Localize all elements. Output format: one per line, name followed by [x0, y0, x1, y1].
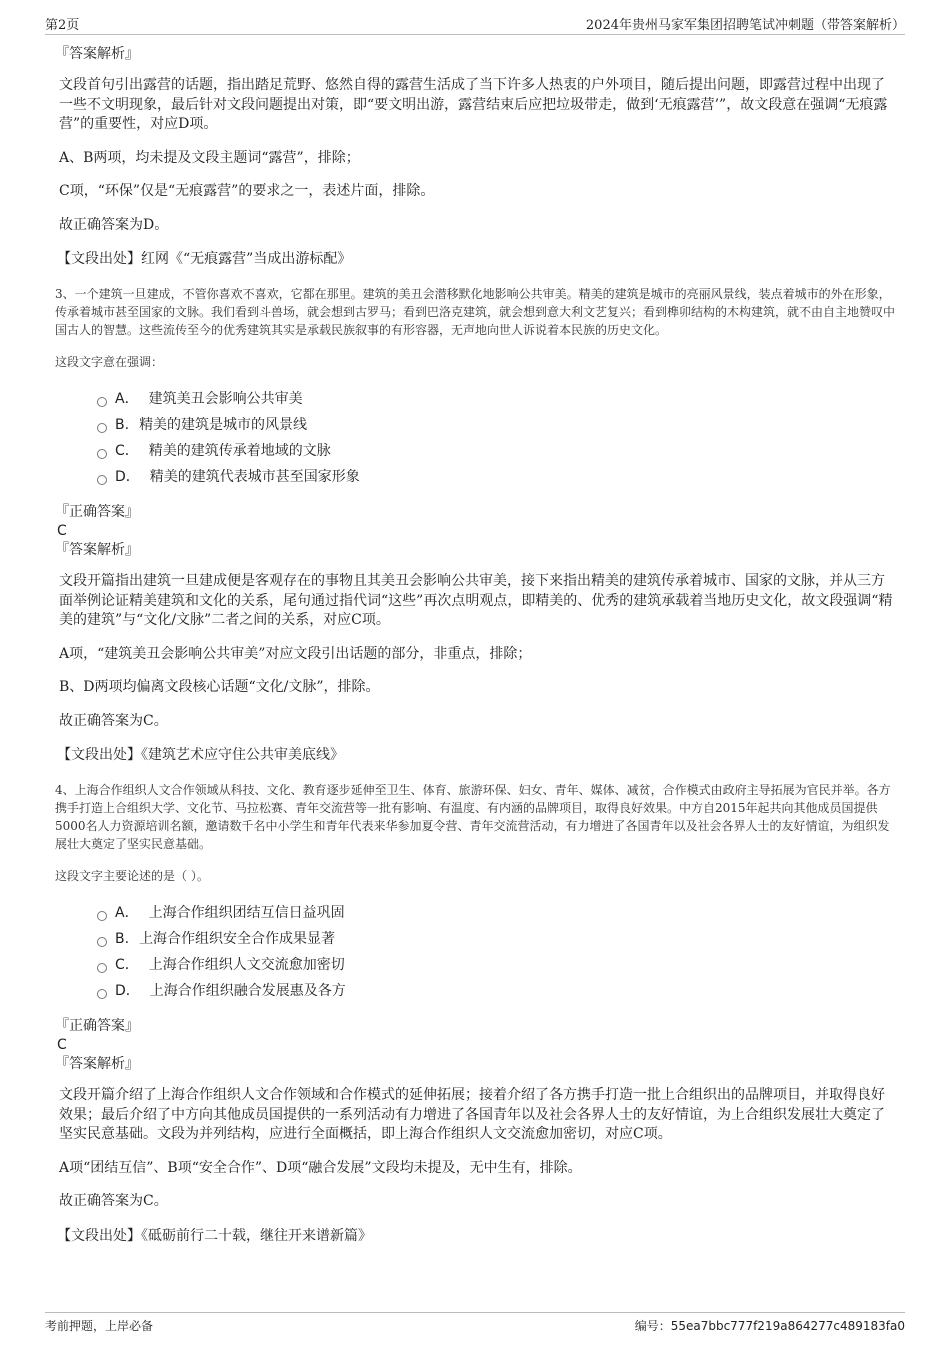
radio-icon[interactable]: [97, 937, 107, 947]
page-number: 第2页: [45, 18, 80, 33]
analysis-paragraph: A项，“建筑美丑会影响公共审美”对应文段引出话题的部分，非重点，排除；: [59, 645, 532, 662]
page-footer: [45, 1312, 905, 1335]
correct-answer: C: [57, 1037, 67, 1053]
option-a[interactable]: A． 上海合作组织团结互信日益巩固: [97, 900, 895, 926]
analysis-paragraph: 文段开篇介绍了上海合作组织人文合作领域和合作模式的延伸拓展；接着介绍了各方携手打造一批上合组织出的品牌项目，并取得良好效果；最后介绍了中方向其他成员国提供的一系列活动有力增进了各国青年以及社会各界人士的友好情谊，为上合组织发展壮大奠定了坚实民意基础。文段为并列结构，应进行全面概括，即上海合作组织人文交流愈加密切，对应C项。: [59, 1087, 885, 1142]
analysis-paragraph: 文段首句引出露营的话题，指出踏足荒野、悠然自得的露营生活成了当下许多人热衷的户外项目，随后提出问题，即露营过程中出现了一些不文明现象，最后针对文段问题提出对策，即“要文明出游，露营结束后应把垃圾带走，做到‘无痕露营’”，故文段意在强调“无痕露营”的重要性，对应D项。: [59, 77, 888, 132]
radio-icon[interactable]: [97, 423, 107, 433]
question-3-options: [97, 386, 895, 490]
document-title: 2024年贵州马家军集团招聘笔试冲刺题（带答案解析）: [585, 18, 905, 33]
question-4-prompt: 这段文字主要论述的是（ ）。: [55, 869, 209, 883]
analysis-paragraph: 故正确答案为C。: [59, 712, 168, 729]
option-b[interactable]: B. 上海合作组织安全合作成果显著: [97, 926, 895, 952]
radio-icon[interactable]: [97, 989, 107, 999]
analysis-paragraph: B、D两项均偏离文段核心话题“文化/文脉”，排除。: [59, 679, 380, 695]
document-id: 编号：55ea7bbc777f219a864277c489183fa0: [634, 1319, 905, 1333]
radio-icon[interactable]: [97, 963, 107, 973]
analysis-paragraph: 文段开篇指出建筑一旦建成便是客观存在的事物且其美丑会影响公共审美，接下来指出精美的建筑传承着城市、国家的文脉，并从三方面举例论证精美建筑和文化的关系，尾句通过指代词“这些”再次点明观点，即精美的、优秀的建筑承载着当地历史文化，故文段强调“精美的建筑”与“文化/文脉”二者之间的关系，对应C项。: [59, 573, 893, 628]
correct-answer-label: 『正确答案』: [55, 504, 139, 520]
analysis-label: 『答案解析』: [55, 542, 139, 558]
analysis-paragraph: 故正确答案为C。: [59, 1193, 168, 1209]
radio-icon[interactable]: [97, 911, 107, 921]
radio-icon[interactable]: [97, 449, 107, 459]
option-a[interactable]: A． 建筑美丑会影响公共审美: [97, 386, 895, 412]
analysis-paragraph: 故正确答案为D。: [59, 216, 169, 233]
option-c[interactable]: C． 上海合作组织人文交流愈加密切: [97, 952, 895, 978]
analysis-label: 『答案解析』: [55, 46, 139, 62]
footer-slogan: 考前押题，上岸必备: [45, 1319, 154, 1333]
question-3-text: 3、一个建筑一旦建成，不管你喜欢不喜欢，它都在那里。建筑的美丑会潜移默化地影响公共审美。精美的建筑是城市的亮丽风景线，装点着城市的外在形象，传承着城市甚至国家的文脉。我们看到斗兽场，就会想到古罗马；看到巴洛克建筑，就会想到意大利文艺复兴；看到榫卯结构的木构建筑，就不由自主地赞叹中国古人的智慧。这些流传至今的优秀建筑其实是承载民族叙事的有形容器，无声地向世人诉说着本民族的历史文化。: [55, 287, 896, 337]
analysis-paragraph: C项，“环保”仅是“无痕露营”的要求之一，表述片面，排除。: [59, 183, 435, 199]
source-citation: 【文段出处】《建筑艺术应守住公共审美底线》: [57, 747, 344, 763]
question-4-text: 4、上海合作组织人文合作领域从科技、文化、教育逐步延伸至卫生、体育、旅游环保、妇女、青年、媒体、减贫，合作模式由政府主导拓展为官民并举。各方携手打造上合组织大学、文化节、马拉松赛、青年交流营等一批有影响、有温度、有内涵的品牌项目，取得良好效果。中方自2015年起共向其他成员国提供5000名人力资源培训名额，邀请数千名中小学生和青年代表来华参加夏令营、青年交流营活动，有力增进了各国青年以及社会各界人士的友好情谊，为组织发展壮大奠定了坚实民意基础。: [55, 783, 891, 851]
radio-icon[interactable]: [97, 397, 107, 407]
radio-icon[interactable]: [97, 475, 107, 485]
page-header: [45, 12, 905, 35]
question-3-prompt: 这段文字意在强调：: [55, 355, 164, 369]
option-d[interactable]: D． 上海合作组织融合发展惠及各方: [97, 978, 895, 1004]
option-c[interactable]: C． 精美的建筑传承着地域的文脉: [97, 438, 895, 464]
correct-answer-label: 『正确答案』: [55, 1018, 139, 1034]
option-d[interactable]: D． 精美的建筑代表城市甚至国家形象: [97, 464, 895, 490]
source-citation: 【文段出处】《砥砺前行二十载，继往开来谱新篇》: [57, 1227, 372, 1244]
option-b[interactable]: B. 精美的建筑是城市的风景线: [97, 412, 895, 438]
question-4-options: [97, 900, 895, 1004]
correct-answer: C: [57, 523, 67, 539]
document-body: [55, 44, 895, 1262]
analysis-label: 『答案解析』: [55, 1056, 139, 1072]
analysis-paragraph: A项“团结互信”、B项“安全合作”、D项“融合发展”文段均未提及，无中生有，排除。: [59, 1159, 582, 1176]
source-citation: 【文段出处】红网《“无痕露营”当成出游标配》: [57, 251, 352, 267]
analysis-paragraph: A、B两项，均未提及文段主题词“露营”，排除；: [59, 149, 360, 166]
